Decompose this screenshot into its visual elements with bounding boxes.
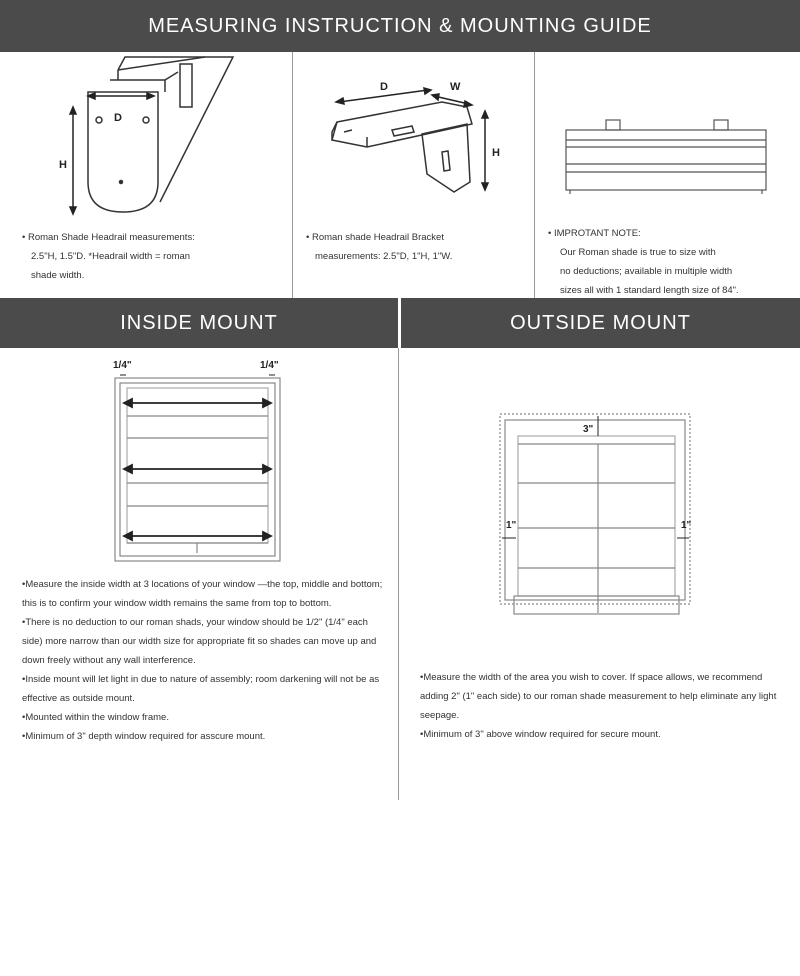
inside-mount-title: INSIDE MOUNT bbox=[120, 312, 278, 334]
instruction-item: • Measure the width of the area you wish to cover. If space allows, we recommend adding 2" (1" each side) to our roman shade measurement to help eliminate any light seepage. bbox=[420, 668, 780, 725]
page-title: MEASURING INSTRUCTION & MOUNTING GUIDE bbox=[148, 15, 652, 37]
bracket-note bbox=[306, 228, 531, 266]
inside-gap-right-label: 1/4" bbox=[260, 360, 279, 371]
instruction-item: • There is no deduction to our roman shads, your window should be 1/2" (1/4" each side) more narrow than our width size for appropriate fit so shades can move up and down freely without any wall interference. bbox=[22, 613, 390, 670]
important-note bbox=[548, 224, 798, 300]
headrail-note bbox=[22, 228, 287, 285]
outside-mount-title: OUTSIDE MOUNT bbox=[510, 312, 691, 334]
note-line: • Roman shade Headrail Bracket bbox=[306, 232, 444, 243]
outside-top-margin-label: 3" bbox=[583, 424, 594, 435]
note-line: shade width. bbox=[31, 270, 85, 281]
headrail-depth-label: D bbox=[114, 112, 122, 124]
instruction-item: • Inside mount will let light in due to nature of assembly; room darkening will not be as effective as outside mount. bbox=[22, 670, 390, 708]
headrail-front-diagram bbox=[534, 52, 800, 222]
instruction-item: • Mounted within the window frame. bbox=[22, 708, 390, 727]
outside-mount-diagram bbox=[400, 348, 800, 638]
bracket-width-label: W bbox=[450, 81, 461, 93]
inside-mount-diagram bbox=[0, 348, 398, 568]
note-line: no deductions; available in multiple width bbox=[560, 266, 733, 277]
note-line: • Roman Shade Headrail measurements: bbox=[22, 232, 195, 243]
note-line: measurements: 2.5"D, 1"H, 1"W. bbox=[315, 251, 453, 262]
instruction-item: • Measure the inside width at 3 locations of your window —the top, middle and bottom; this is to confirm your window width remains the same from top to bottom. bbox=[22, 575, 390, 613]
headrail-height-label: H bbox=[59, 159, 67, 171]
instruction-item: • Minimum of 3" above window required for secure mount. bbox=[420, 725, 780, 744]
inside-mount-instructions bbox=[22, 575, 390, 746]
outside-side-right-label: 1" bbox=[681, 520, 692, 531]
header-bar bbox=[0, 0, 800, 52]
headrail-diagram bbox=[0, 52, 290, 222]
outside-mount-header bbox=[401, 298, 800, 348]
outside-mount-instructions bbox=[420, 668, 780, 744]
note-line: • IMPROTANT NOTE: bbox=[548, 228, 641, 239]
bracket-diagram bbox=[292, 52, 534, 222]
instruction-item: • Minimum of 3" depth window required for asscure mount. bbox=[22, 727, 390, 746]
note-line: sizes all with 1 standard length size of 84". bbox=[560, 285, 739, 296]
bracket-height-label: H bbox=[492, 147, 500, 159]
bracket-depth-label: D bbox=[380, 81, 388, 93]
note-line: 2.5"H, 1.5"D. *Headrail width = roman bbox=[31, 251, 191, 262]
note-line: Our Roman shade is true to size with bbox=[560, 247, 716, 258]
inside-mount-header bbox=[0, 298, 398, 348]
inside-gap-left-label: 1/4" bbox=[113, 360, 132, 371]
outside-side-left-label: 1" bbox=[506, 520, 517, 531]
section-divider bbox=[398, 348, 399, 800]
